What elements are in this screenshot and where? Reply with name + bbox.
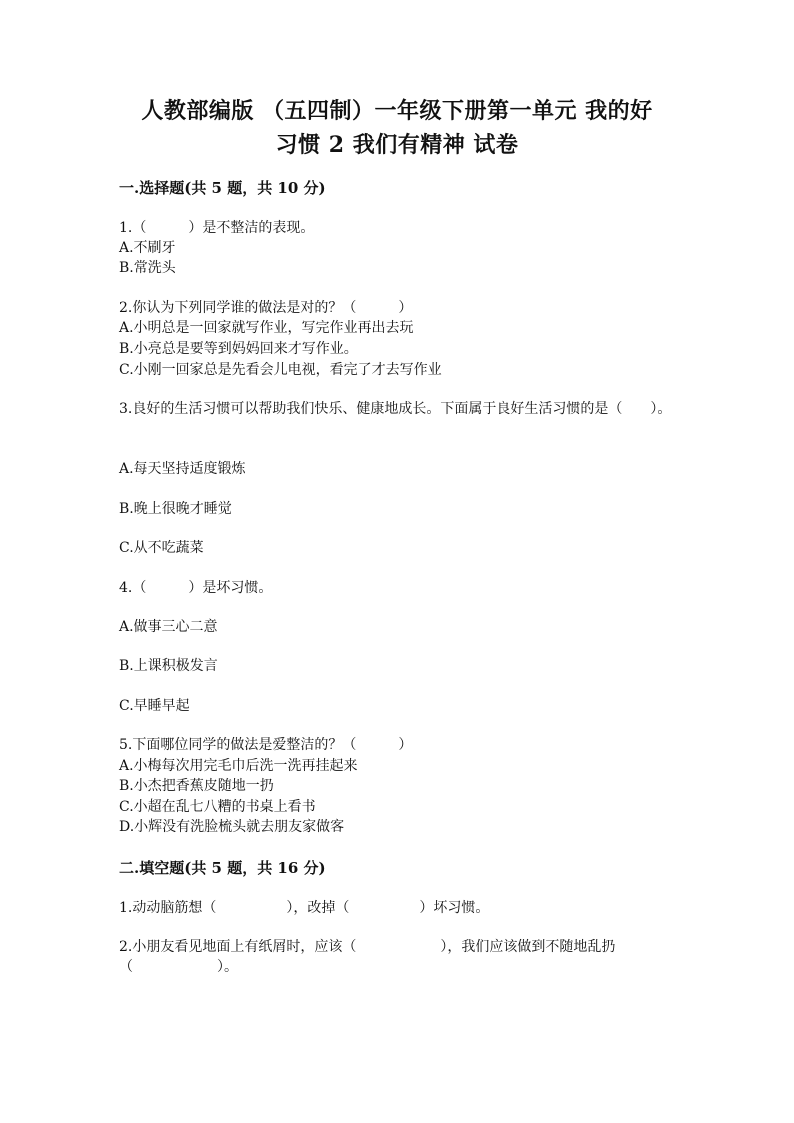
question-5-option-b: B.小杰把香蕉皮随地一扔 <box>119 778 274 794</box>
question-2-option-a: A.小明总是一回家就写作业，写完作业再出去玩 <box>119 320 414 336</box>
question-1-stem: 1.（ ）是不整洁的表现。 <box>119 220 315 236</box>
section-heading-fill-blank: 二.填空题(共 5 题，共 16 分) <box>119 859 326 877</box>
title-line-1: 人教部编版 （五四制）一年级下册第一单元 我的好 <box>141 98 653 124</box>
section-heading-choice: 一.选择题(共 5 题，共 10 分) <box>119 179 326 197</box>
question-1-option-b: B.常洗头 <box>119 260 176 276</box>
question-2-option-b: B.小亮总是要等到妈妈回来才写作业。 <box>119 341 358 357</box>
question-3-option-c: C.从不吃蔬菜 <box>119 540 204 556</box>
question-5-stem: 5.下面哪位同学的做法是爱整洁的？（ ） <box>119 737 413 753</box>
question-4-stem: 4.（ ）是坏习惯。 <box>119 580 273 596</box>
question-2-stem: 2.你认为下列同学谁的做法是对的？（ ） <box>119 300 413 316</box>
question-3-option-a: A.每天坚持适度锻炼 <box>119 461 246 477</box>
question-5-option-c: C.小超在乱七八糟的书桌上看书 <box>119 799 316 815</box>
fill-question-2: 2.小朋友看见地面上有纸屑时，应该（ ），我们应该做到不随地乱扔（ ）。 <box>119 939 616 975</box>
question-2-option-c: C.小刚一回家总是先看会儿电视，看完了才去写作业 <box>119 362 442 378</box>
question-4-option-a: A.做事三心二意 <box>119 619 218 635</box>
title-line-2: 习惯 2 我们有精神 试卷 <box>275 132 519 158</box>
question-3-option-b: B.晚上很晚才睡觉 <box>119 501 232 517</box>
question-5-option-d: D.小辉没有洗脸梳头就去朋友家做客 <box>119 819 345 835</box>
question-3-stem: 3.良好的生活习惯可以帮助我们快乐、健康地成长。下面属于良好生活习惯的是（ ）。 <box>119 401 672 417</box>
question-4-option-b: B.上课积极发言 <box>119 658 218 674</box>
question-1-option-a: A.不刷牙 <box>119 240 176 256</box>
fill-question-1: 1.动动脑筋想（ ），改掉（ ）坏习惯。 <box>119 900 490 916</box>
question-5-option-a: A.小梅每次用完毛巾后洗一洗再挂起来 <box>119 758 358 774</box>
question-4-option-c: C.早睡早起 <box>119 698 190 714</box>
